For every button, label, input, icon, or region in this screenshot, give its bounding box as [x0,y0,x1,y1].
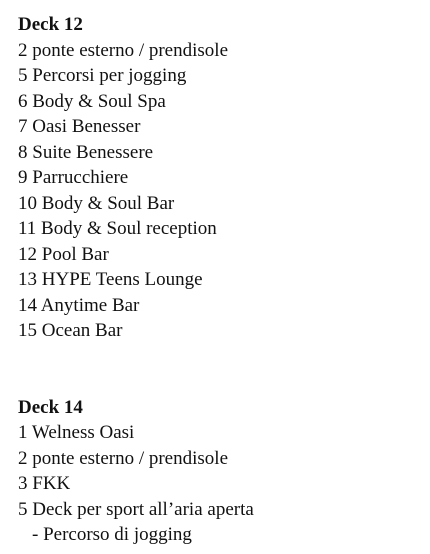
list-item: 10 Body & Soul Bar [18,192,175,214]
list-item: 8 Suite Benessere [18,141,154,163]
list-item: 1 Welness Oasi [18,422,135,443]
list-item: 7 Oasi Benesser [18,116,141,137]
list-item: 3 FKK [18,473,71,494]
deck-list-document [18,12,423,548]
deck-12-section [18,12,423,344]
list-item: 6 Body & Soul Spa [18,90,166,112]
deck-14-heading: Deck 14 [18,396,83,418]
list-item: 5 Deck per sport all’aria aperta [18,498,254,520]
list-item: 14 Anytime Bar [18,294,140,316]
list-item: 9 Parrucchiere [18,167,129,188]
section-spacer [18,344,423,395]
list-item: 13 HYPE Teens Lounge [18,269,203,290]
list-item: 2 ponte esterno / prendisole [18,39,229,61]
list-subitem: - Percorso di jogging [32,524,192,545]
deck-12-heading: Deck 12 [18,14,83,35]
list-item: 12 Pool Bar [18,243,109,265]
deck-14-section [18,395,423,548]
list-item: 11 Body & Soul reception [18,218,217,239]
list-item: 15 Ocean Bar [18,320,123,341]
list-item: 5 Percorsi per jogging [18,65,187,86]
list-item: 2 ponte esterno / prendisole [18,447,229,469]
